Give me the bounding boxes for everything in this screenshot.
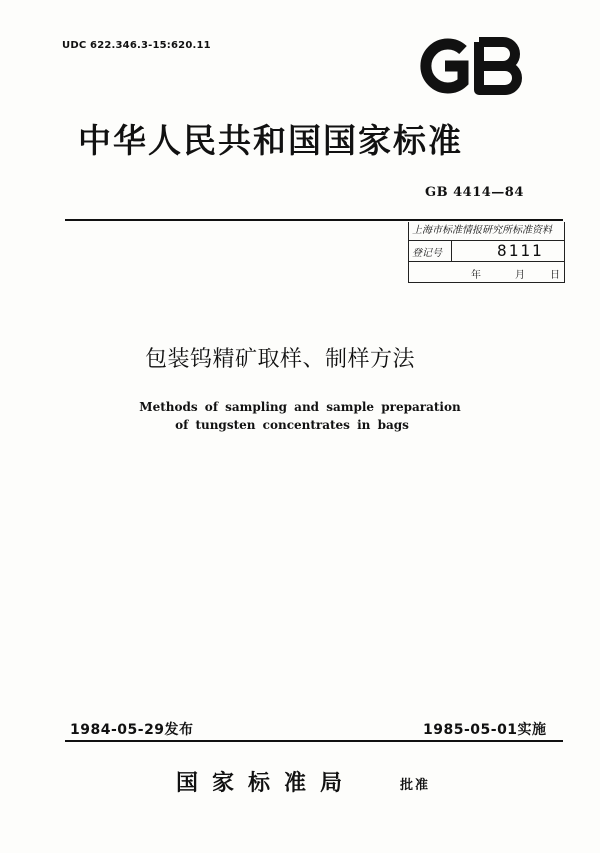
issuing-authority: 国家标准局 bbox=[176, 771, 357, 796]
stamp-reg-label: 登记号 bbox=[412, 248, 442, 259]
effective-date: 1985-05-01实施 bbox=[423, 722, 547, 738]
document-title-cn: 包装钨精矿取样、制样方法 bbox=[145, 347, 416, 372]
stamp-org: 上海市标准情报研究所标准资料 bbox=[409, 222, 564, 241]
stamp-divider bbox=[451, 241, 452, 261]
stamp-month-label: 月 bbox=[515, 270, 525, 281]
stamp-date-row bbox=[409, 262, 564, 282]
stamp-year-label: 年 bbox=[471, 270, 481, 281]
gb-logo bbox=[413, 36, 531, 96]
header-rule bbox=[65, 219, 563, 221]
library-stamp bbox=[408, 222, 565, 283]
stamp-reg-number: 8111 bbox=[497, 241, 544, 260]
main-title: 中华人民共和国国家标准 bbox=[78, 121, 463, 160]
document-title-en-line1: Methods of sampling and sample preparation bbox=[139, 400, 461, 414]
approved-label: 批准 bbox=[400, 778, 431, 793]
stamp-day-label: 日 bbox=[550, 270, 560, 281]
stamp-registration-row bbox=[409, 241, 564, 262]
standard-number: GB 4414—84 bbox=[425, 185, 524, 200]
udc-code: UDC 622.346.3-15:620.11 bbox=[62, 40, 211, 51]
document-title-en-line2: of tungsten concentrates in bags bbox=[175, 418, 409, 432]
issue-date: 1984-05-29发布 bbox=[70, 722, 194, 738]
footer-rule bbox=[65, 740, 563, 742]
